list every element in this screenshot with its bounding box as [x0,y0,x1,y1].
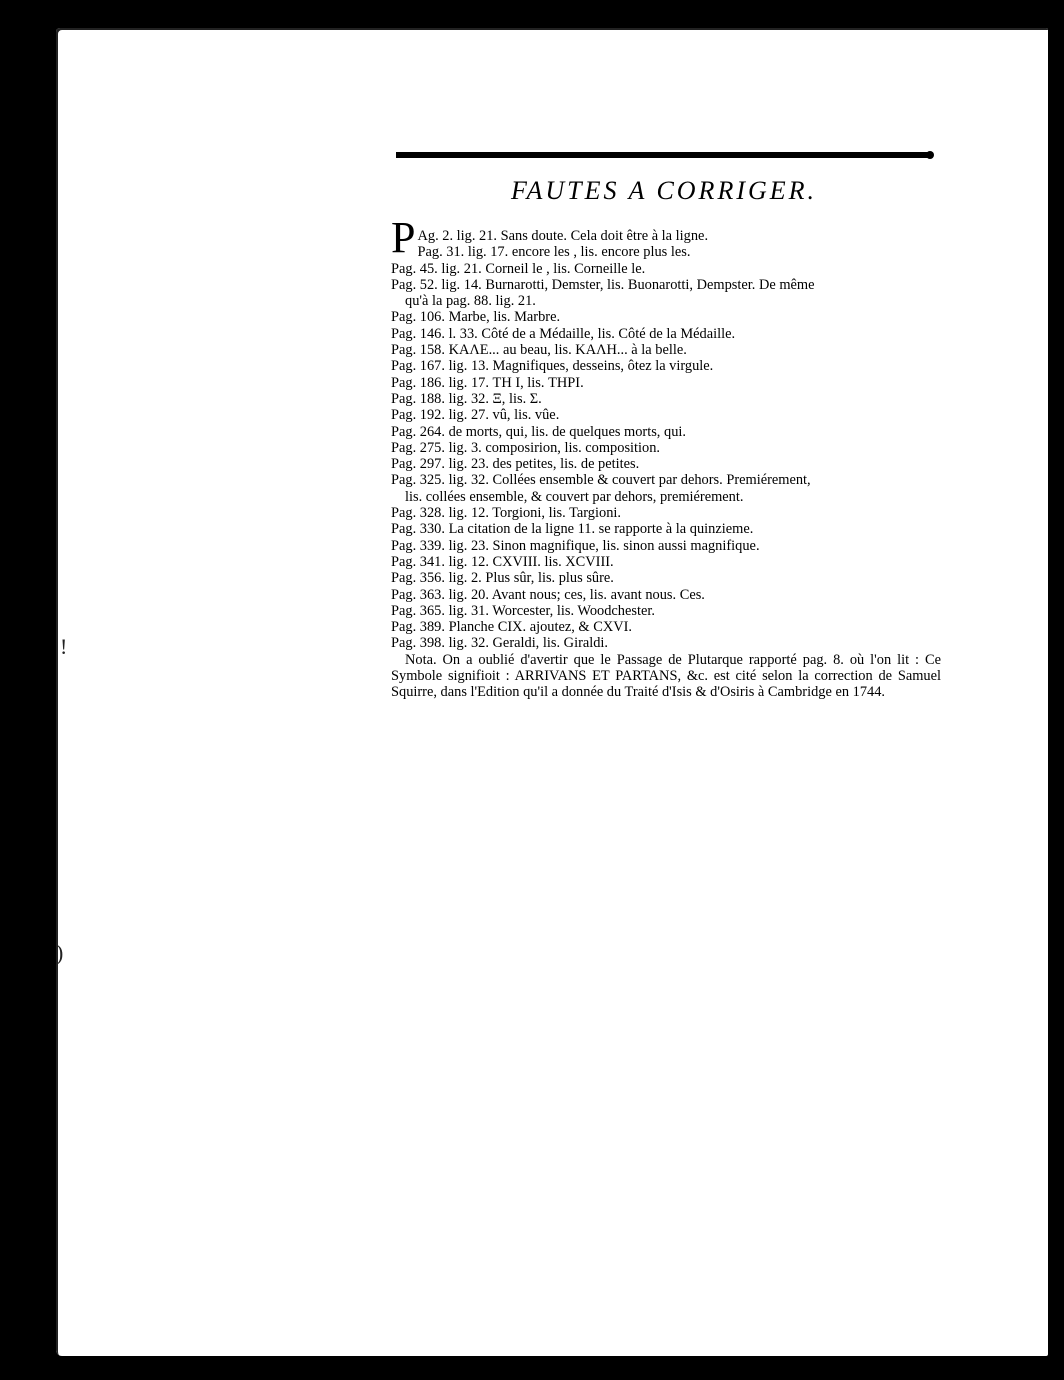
errata-entry: Pag. 341. lig. 12. CXVIII. lis. XCVIII. [391,553,614,570]
errata-entry: Ag. 2. lig. 21. Sans doute. Cela doit être à la ligne. [417,228,709,244]
errata-entry: Pag. 158. ΚΑΛΕ... au beau, lis. ΚΑΛΗ... à la belle. [391,342,687,359]
nota-paragraph: Nota. On a oublié d'avertir que le Passage de Plutarque rapporté pag. 8. où l'on lit : Ce Symbole signifioit : ARRIVANS ET PARTANS, &c. est cité selon la correction de Samuel Squirre, dans l'Edition qu'il a donnée du Traité d'Isis & d'Osiris à Cambridge en 1744. [391,651,941,701]
header-rule [396,152,930,158]
errata-entry: Pag. 188. lig. 32. Ξ, lis. Σ. [391,390,542,407]
errata-entry: Pag. 52. lig. 14. Burnarotti, Demster, lis. Buonarotti, Dempster. De même [391,276,815,293]
errata-entry: Pag. 330. La citation de la ligne 11. se rapporte à la quinzieme. [391,521,754,538]
margin-mark-top: ! [60,634,68,659]
errata-entry: Pag. 328. lig. 12. Torgioni, lis. Targioni. [391,505,621,522]
errata-list [391,213,941,701]
errata-entry: Pag. 31. lig. 17. encore les , lis. encore plus les. [417,244,691,261]
errata-entry: Pag. 389. Planche CIX. ajoutez, & CXVI. [391,619,633,636]
errata-entry: Pag. 45. lig. 21. Corneil le , lis. Corneille le. [391,260,646,277]
errata-entry: Pag. 339. lig. 23. Sinon magnifique, lis. sinon aussi magnifique. [391,537,760,554]
errata-entry: Pag. 167. lig. 13. Magnifiques, desseins, ôtez la virgule. [391,358,714,375]
margin-mark-bottom: ) [56,940,64,965]
errata-entry: Pag. 356. lig. 2. Plus sûr, lis. plus sûre. [391,570,614,587]
drop-cap: P [391,213,416,262]
errata-entry: Pag. 325. lig. 32. Collées ensemble & couvert par dehors. Premiérement, [391,472,811,489]
page-title: FAUTES A CORRIGER. [510,176,818,205]
errata-entry: Pag. 363. lig. 20. Avant nous; ces, lis. avant nous. Ces. [391,586,705,603]
errata-entry: Pag. 264. de morts, qui, lis. de quelques morts, qui. [391,423,686,440]
errata-entry: Pag. 106. Marbe, lis. Marbre. [391,309,561,326]
errata-entry: Pag. 398. lig. 32. Geraldi, lis. Giraldi. [391,635,609,652]
errata-entry-continuation: lis. collées ensemble, & couvert par dehors, premiérement. [405,488,744,505]
errata-entry-continuation: qu'à la pag. 88. lig. 21. [405,293,536,310]
errata-entry: Pag. 186. lig. 17. ΤΗ Ι, lis. ΤΗΡΙ. [391,374,584,391]
errata-entry: Pag. 146. l. 33. Côté de a Médaille, lis. Côté de la Médaille. [391,325,736,342]
errata-entry: Pag. 192. lig. 27. vû, lis. vûe. [391,407,560,424]
errata-entry: Pag. 275. lig. 3. composirion, lis. composition. [391,439,661,456]
errata-entry: Pag. 365. lig. 31. Worcester, lis. Woodchester. [391,602,655,619]
errata-entry: Pag. 297. lig. 23. des petites, lis. de petites. [391,456,640,473]
